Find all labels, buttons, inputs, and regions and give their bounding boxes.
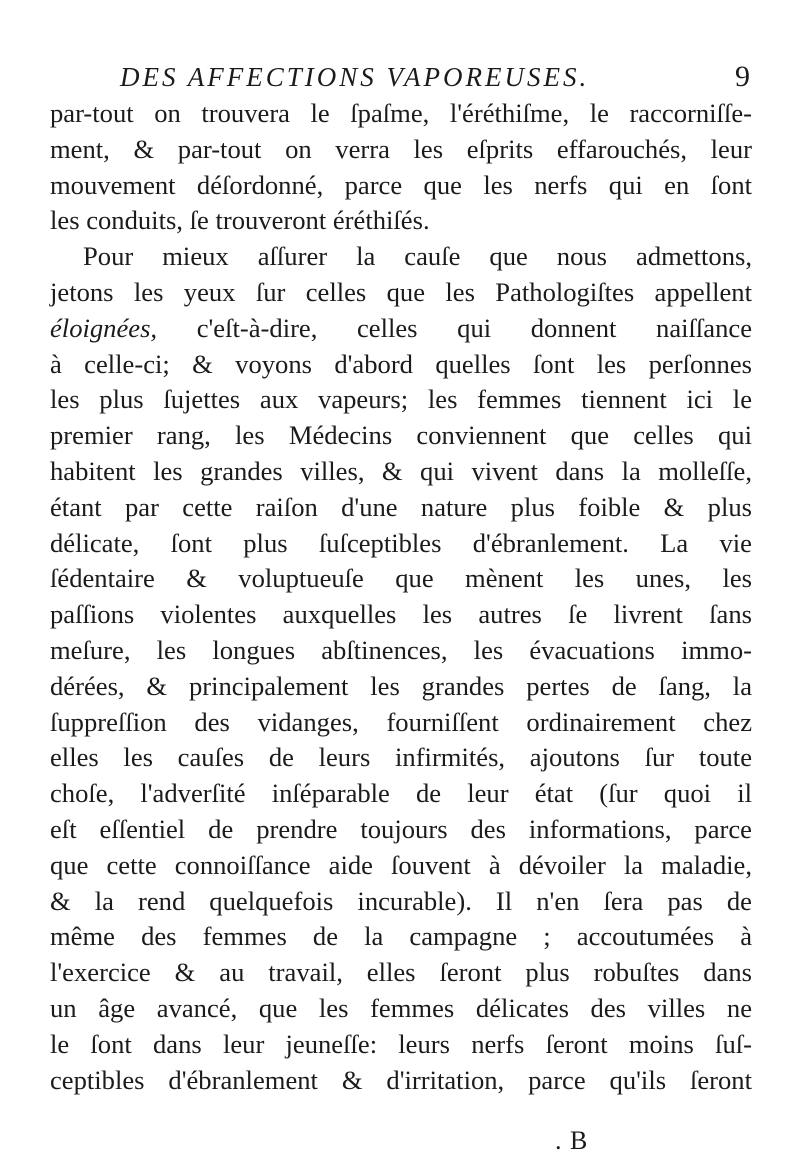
text-line: mouvement déſordonné, parce que les nerfs qui en ſont (50, 169, 752, 200)
text-line: délicate, ſont plus ſuſceptibles d'ébranlement. La vie (50, 527, 752, 558)
text-line: ment, & par-tout on verra les eſprits effarouchés, leur (50, 133, 752, 164)
text-line: Pour mieux aſſurer la cauſe que nous admettons, (83, 241, 752, 272)
running-title: DES AFFECTIONS VAPOREUSES. (120, 62, 590, 92)
text-line: elles les cauſes de leurs infirmités, ajoutons ſur toute (50, 742, 752, 773)
line-remainder: c'eſt-à-dire, celles qui donnent naiſſance (196, 312, 753, 343)
text-line: par-tout on trouvera le ſpaſme, l'éréthiſme, le raccorniſſe- (50, 98, 752, 128)
text-line: ceptibles d'ébranlement & d'irritation, parce qu'ils ſeront (50, 1064, 752, 1095)
page-number: 9 (735, 60, 750, 93)
text-line: les conduits, ſe trouveront éréthiſés. (50, 205, 430, 236)
text-line: & la rend quelquefois incurable). Il n'en ſera pas de (50, 885, 752, 916)
text-line: habitent les grandes villes, & qui vivent dans la molleſſe, (50, 455, 752, 486)
text-line: les plus ſujettes aux vapeurs; les femmes tiennent ici le (50, 384, 752, 415)
text-line: dérées, & principalement les grandes pertes de ſang, la (50, 670, 752, 701)
text-line: ſédentaire & voluptueuſe que mènent les unes, les (50, 563, 752, 594)
text-line: l'exercice & au travail, elles ſeront plus robuſtes dans (50, 957, 752, 988)
text-line: meſure, les longues abſtinences, les évacuations immo- (50, 634, 752, 665)
text-line: le ſont dans leur jeuneſſe: leurs nerfs ſeront moins ſuſ- (50, 1028, 752, 1059)
italic-term: éloignées, (50, 312, 158, 343)
text-line (50, 311, 752, 347)
text-line: même des femmes de la campagne ; accoutumées à (50, 921, 752, 952)
text-line: premier rang, les Médecins conviennent que celles qui (50, 420, 752, 451)
text-line: ſuppreſſion des vidanges, fourniſſent ordinairement chez (50, 706, 752, 737)
text-line: choſe, l'adverſité inſéparable de leur état (ſur quoi il (50, 778, 752, 809)
body-text (50, 96, 752, 1098)
text-line: eſt eſſentiel de prendre toujours des informations, parce (50, 813, 752, 844)
text-line: que cette connoiſſance aide ſouvent à dévoiler la maladie, (50, 849, 752, 880)
text-line: à celle-ci; & voyons d'abord quelles ſont les perſonnes (50, 348, 752, 379)
text-line: jetons les yeux ſur celles que les Pathologiſtes appellent (50, 276, 752, 307)
text-line: paſſions violentes auxquelles les autres ſe livrent ſans (50, 599, 752, 630)
text-line: étant par cette raiſon d'une nature plus foible & plus (50, 491, 752, 522)
text-line: un âge avancé, que les femmes délicates des villes ne (50, 992, 752, 1023)
signature-mark: . B (555, 1126, 589, 1155)
